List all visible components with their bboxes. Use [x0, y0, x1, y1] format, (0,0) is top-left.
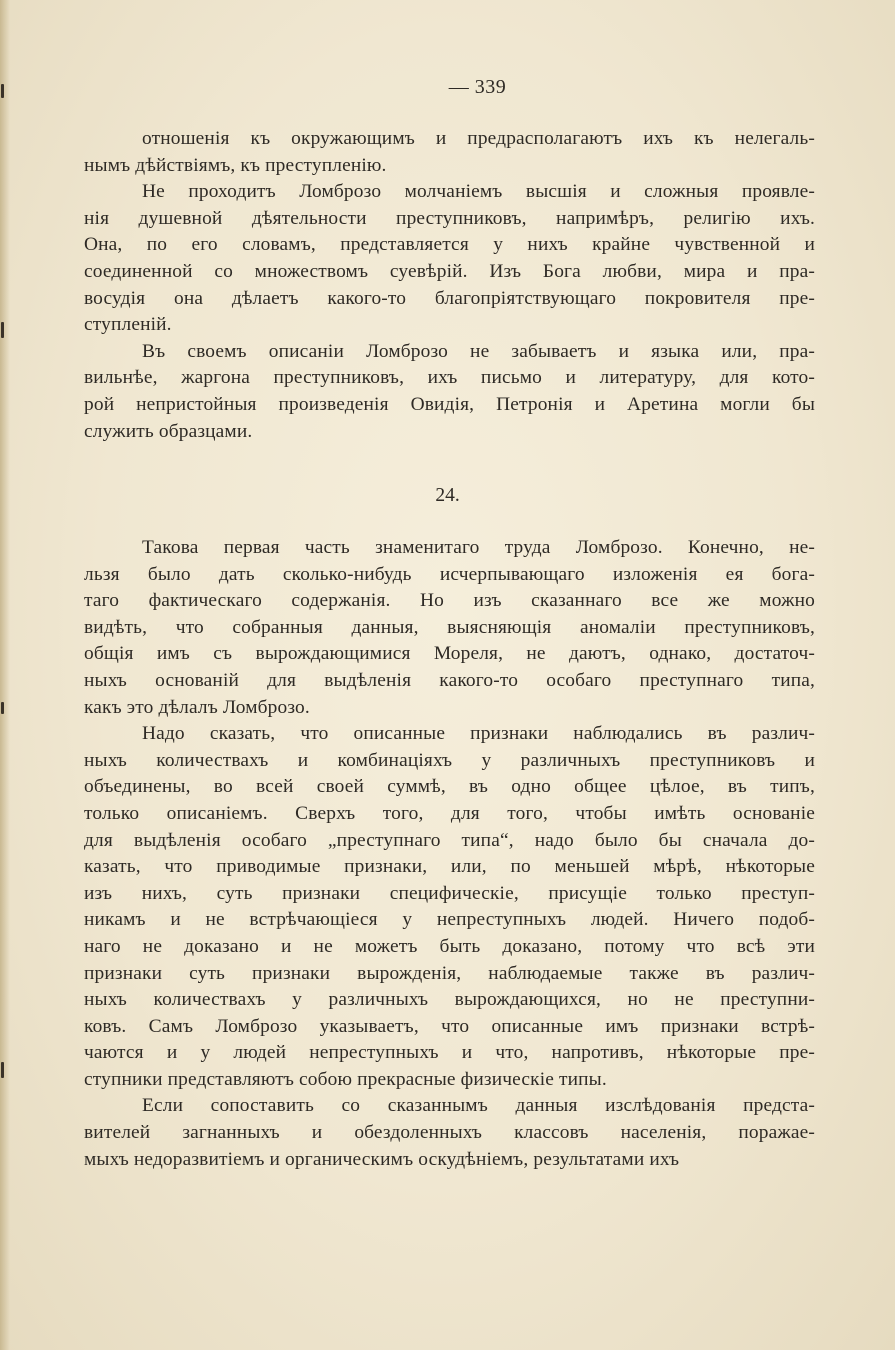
- paragraph: [84, 126, 815, 179]
- text-line: изъ нихъ, суть признаки специфическіе, присущіе только преступ-: [84, 882, 815, 904]
- text-line: объединены, во всей своей суммѣ, въ одно общее цѣлое, въ типъ,: [84, 776, 815, 798]
- text-line: нымъ дѣйствіямъ, къ преступленію.: [84, 154, 387, 176]
- text-block-lower: [84, 535, 815, 1173]
- text-line: льзя было дать сколько-нибудь исчерпывающаго изложенія ея бога-: [84, 563, 815, 585]
- text-line: ныхъ основаній для выдѣленія какого-то особаго преступнаго типа,: [84, 669, 815, 691]
- text-line: ныхъ количествахъ у различныхъ вырождающихся, но не преступни-: [84, 989, 815, 1011]
- page-binding-edge: [0, 0, 10, 1350]
- page-header: [0, 76, 895, 99]
- text-line: таго фактическаго содержанія. Но изъ сказаннаго все же можно: [84, 590, 815, 612]
- binding-mark: [1, 322, 4, 338]
- text-line: вителей загнанныхъ и обездоленныхъ классовъ населенія, поражае-: [84, 1122, 815, 1144]
- text-line: какъ это дѣлалъ Ломброзо.: [84, 696, 310, 718]
- paragraph: [84, 179, 815, 339]
- text-line: общія имъ съ вырождающимися Мореля, не даютъ, однако, достаточ-: [84, 643, 815, 665]
- text-line: признаки суть признаки вырожденія, наблюдаемые также въ различ-: [84, 962, 815, 984]
- text-line: Надо сказать, что описанные признаки наблюдались въ различ-: [142, 723, 815, 745]
- text-line: Не проходитъ Ломброзо молчаніемъ высшія и сложныя проявле-: [142, 181, 815, 203]
- text-line: казать, что приводимые признаки, или, по меньшей мѣрѣ, нѣкоторые: [84, 856, 815, 878]
- binding-mark: [1, 1062, 4, 1078]
- text-line: ступленій.: [84, 314, 172, 336]
- text-line: только описаніемъ. Сверхъ того, для того, чтобы имѣть основаніе: [84, 802, 815, 824]
- paragraph: [84, 1093, 815, 1173]
- text-line: рой непристойныя произведенія Овидія, Петронія и Аретина могли бы: [84, 393, 815, 415]
- text-line: нія душевной дѣятельности преступниковъ, напримѣръ, религію ихъ.: [84, 207, 815, 229]
- binding-mark: [1, 702, 4, 714]
- text-block-upper: [84, 126, 815, 445]
- text-line: видѣть, что собранныя данныя, выясняющія аномаліи преступниковъ,: [84, 616, 815, 638]
- text-line: отношенія къ окружающимъ и предрасполагаютъ ихъ къ нелегаль-: [142, 128, 815, 149]
- text-line: соединенной со множествомъ суевѣрій. Изъ Бога любви, мира и пра-: [84, 260, 815, 282]
- text-line: ныхъ количествахъ и комбинаціяхъ у различныхъ преступниковъ и: [84, 749, 815, 771]
- text-line: Она, по его словамъ, представляется у нихъ крайне чувственной и: [84, 234, 815, 256]
- text-line: для выдѣленія особаго „преступнаго типа“, надо было бы сначала до-: [84, 829, 815, 851]
- text-line: ступники представляютъ собою прекрасные физическіе типы.: [84, 1068, 607, 1090]
- paragraph: [84, 535, 815, 721]
- text-line: вильнѣе, жаргона преступниковъ, ихъ письмо и литературу, для кото-: [84, 367, 815, 389]
- text-line: мыхъ недоразвитіемъ и органическимъ оскудѣніемъ, результатами ихъ: [84, 1148, 680, 1170]
- text-line: никамъ и не встрѣчающіеся у непреступныхъ людей. Ничего подоб-: [84, 909, 815, 931]
- text-line: Такова первая часть знаменитаго труда Ломброзо. Конечно, не-: [142, 537, 815, 558]
- paragraph: [84, 339, 815, 445]
- text-line: наго не доказано и не можетъ быть доказано, потому что всѣ эти: [84, 935, 815, 957]
- text-line: восудія она дѣлаетъ какого-то благопріятствующаго покровителя пре-: [84, 287, 815, 309]
- text-line: Въ своемъ описаніи Ломброзо не забываетъ и языка или, пра-: [142, 340, 815, 362]
- section-number: 24.: [435, 485, 460, 506]
- paragraph: [84, 721, 815, 1093]
- text-line: Если сопоставить со сказаннымъ данныя изслѣдованія предста-: [142, 1095, 815, 1117]
- text-line: чаются и у людей непреступныхъ и что, напротивъ, нѣкоторые пре-: [84, 1042, 815, 1064]
- page-number: — 339: [448, 76, 507, 98]
- text-line: служить образцами.: [84, 420, 253, 442]
- text-line: ковъ. Самъ Ломброзо указываетъ, что описанные имъ признаки встрѣ-: [84, 1015, 815, 1037]
